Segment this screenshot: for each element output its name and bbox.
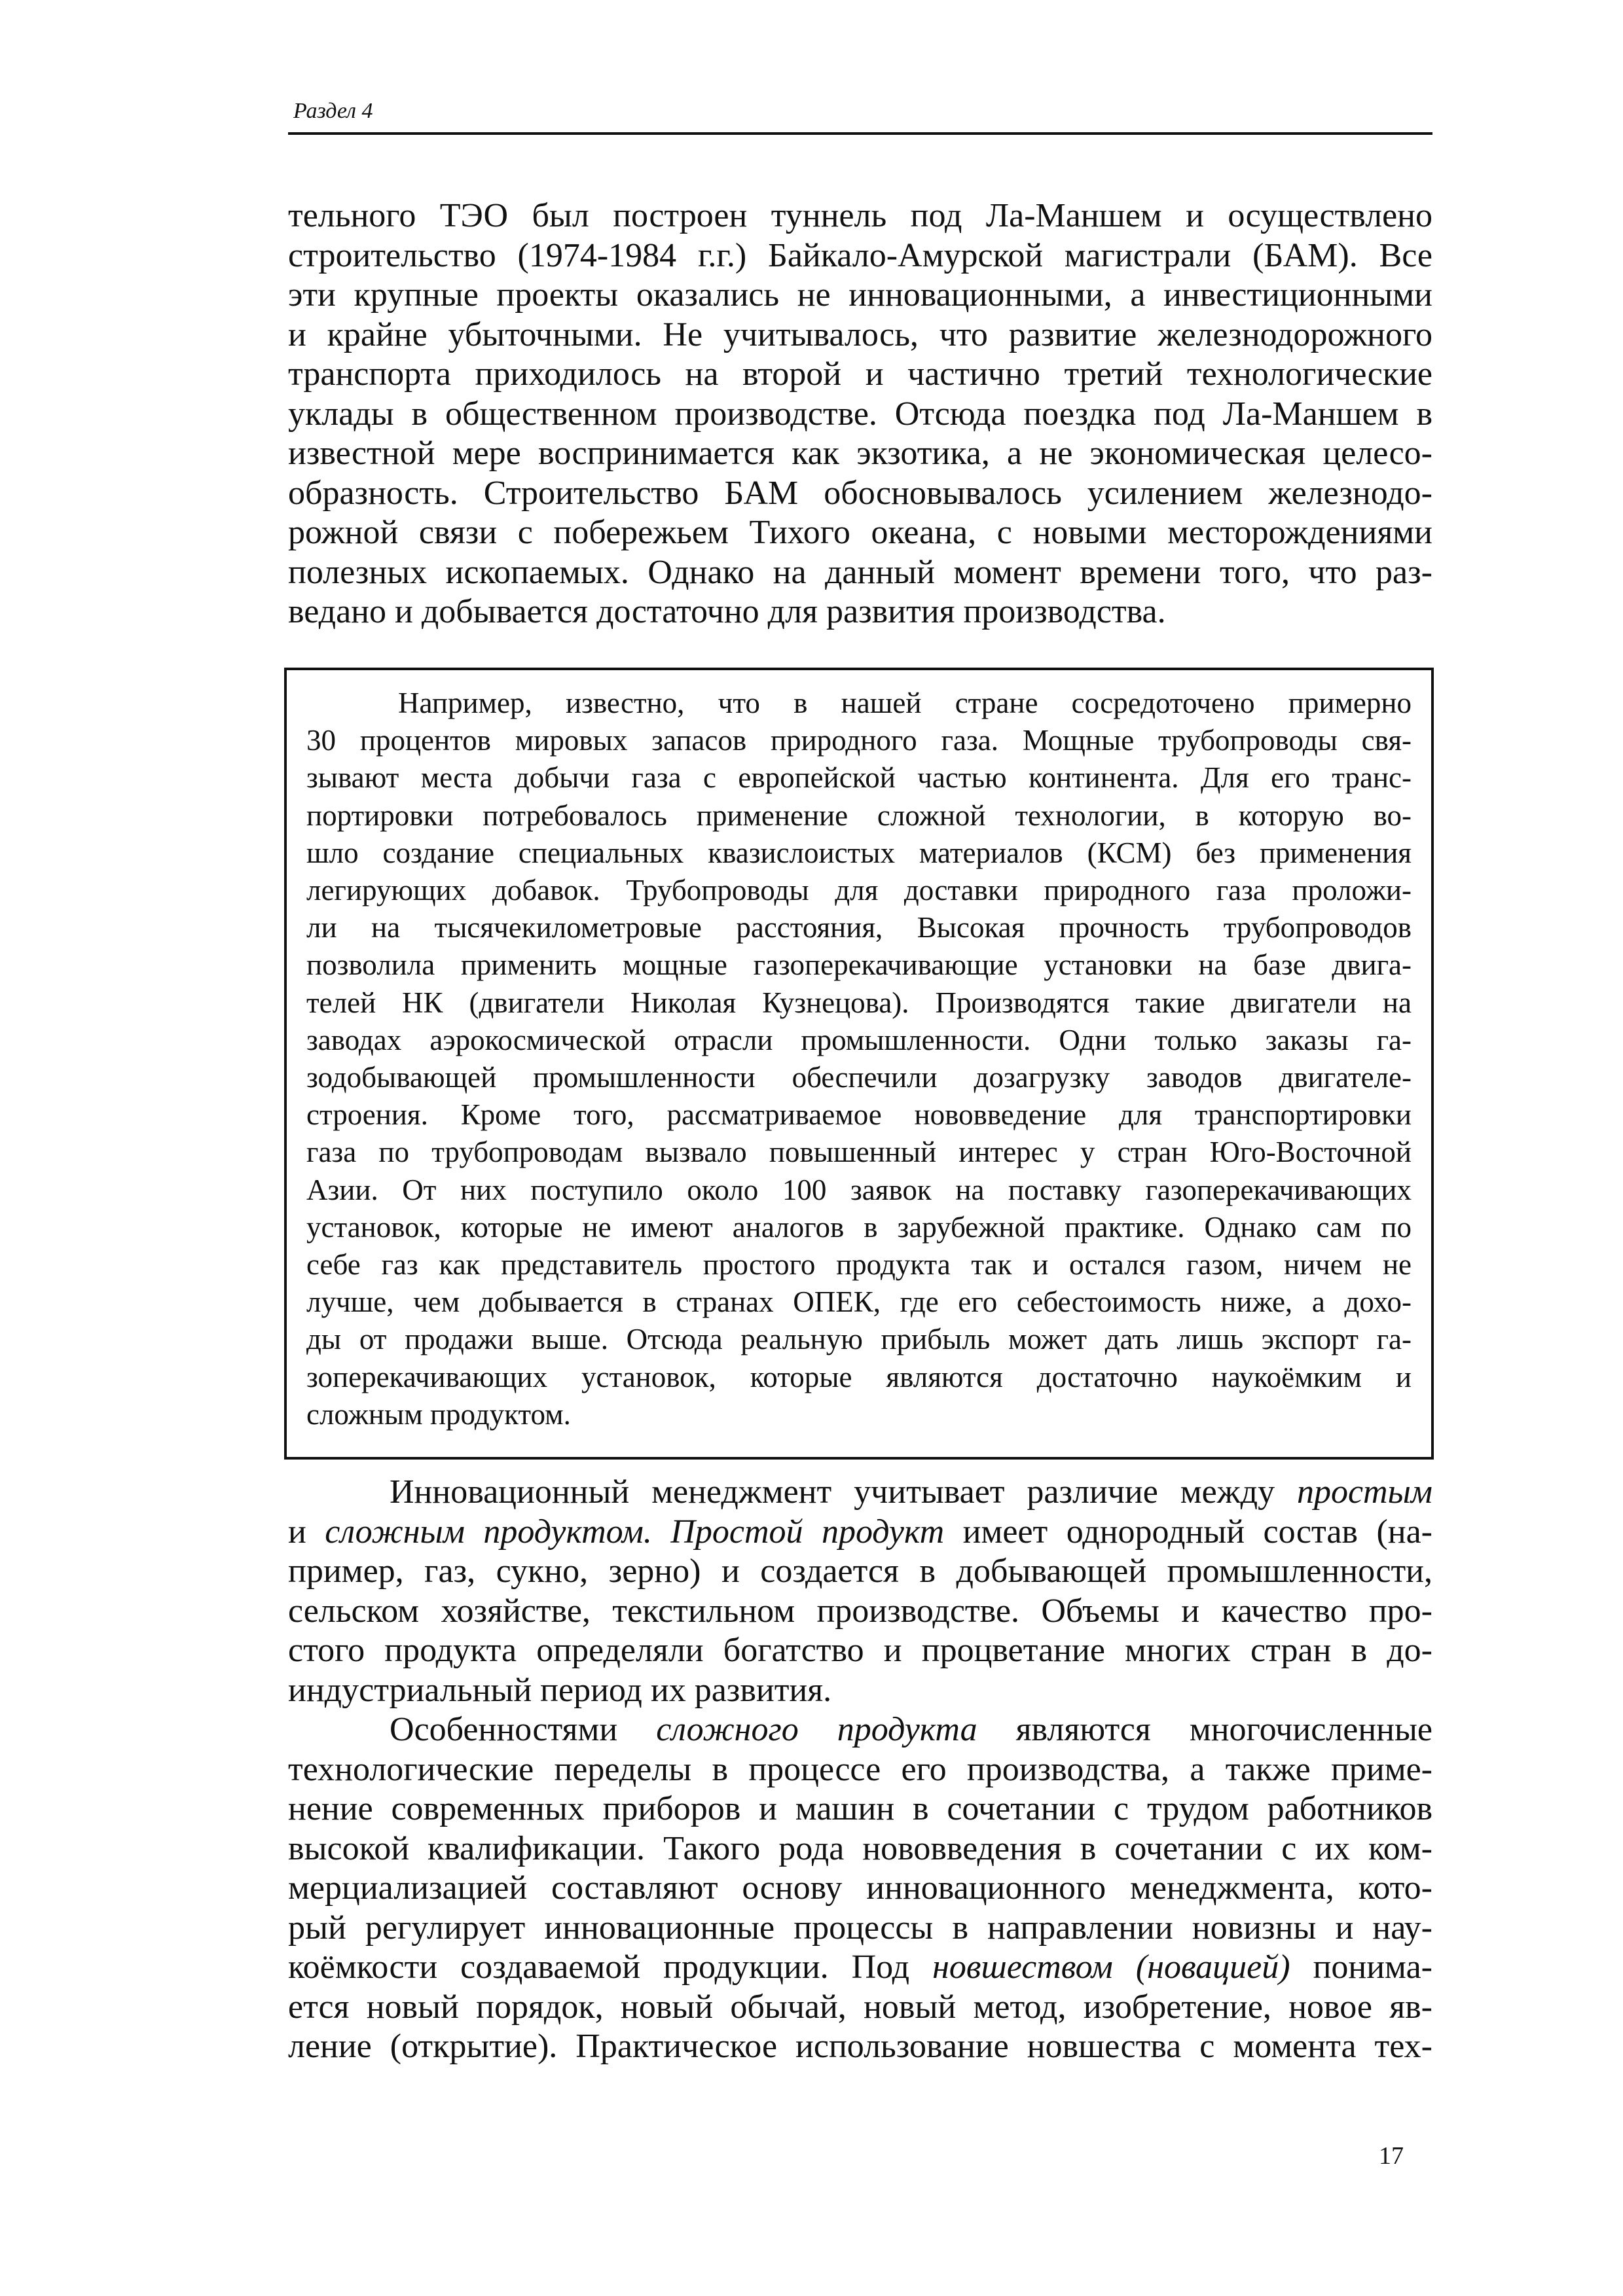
text-run: коёмкости создаваемой продукции. Под bbox=[288, 1948, 933, 1986]
text-line: ется новый порядок, новый обычай, новый метод, изобретение, новое яв- bbox=[288, 1988, 1432, 2026]
text-line: и крайне убыточными. Не учитывалось, что развитие железнодорожного bbox=[288, 315, 1432, 353]
text-line bbox=[288, 1948, 1432, 1988]
text-line: полезных ископаемых. Однако на данный момент времени того, что раз- bbox=[288, 553, 1432, 591]
text-line: уклады в общественном производстве. Отсюда поездка под Ла-Маншем в bbox=[288, 395, 1432, 433]
text-line bbox=[288, 1473, 1432, 1513]
text-line: Азии. От них поступило около 100 заявок на поставку газоперекачивающих bbox=[306, 1173, 1412, 1206]
section-label: Раздел 4 bbox=[293, 99, 373, 123]
text-line: стого продукта определяли богатство и процветание многих стран в до- bbox=[288, 1632, 1432, 1669]
text-line: легирующих добавок. Трубопроводы для доставки природного газа проложи- bbox=[306, 874, 1412, 907]
text-line: зоперекачивающих установок, которые являются достаточно наукоёмким и bbox=[306, 1360, 1412, 1393]
text-line: лучше, чем добывается в странах ОПЕК, где его себестоимость ниже, а дохо- bbox=[306, 1285, 1412, 1319]
running-header bbox=[288, 98, 1432, 135]
text-line: себе газ как представитель простого продукта так и остался газом, ничем не bbox=[306, 1248, 1412, 1282]
text-line: сельском хозяйстве, текстильном производстве. Объемы и качество про- bbox=[288, 1592, 1432, 1630]
text-line: позволила применить мощные газоперекачивающие установки на базе двига- bbox=[306, 948, 1412, 982]
text-line: зодобывающей промышленности обеспечили дозагрузку заводов двигателе- bbox=[306, 1061, 1412, 1094]
text-line: Например, известно, что в нашей стране сосредоточено примерно bbox=[398, 687, 1412, 719]
text-line: шло создание специальных квазислоистых материалов (КСМ) без применения bbox=[306, 836, 1412, 869]
term-innovation: новшеством (новацией) bbox=[932, 1948, 1290, 1986]
paragraph-2 bbox=[288, 1473, 1432, 1710]
text-line bbox=[288, 1513, 1432, 1552]
text-line: транспорта приходилось на второй и частично третий технологические bbox=[288, 355, 1432, 393]
text-run: Инновационный менеджмент учитывает различие между bbox=[390, 1473, 1297, 1511]
text-line: заводах аэрокосмической отрасли промышленности. Одни только заказы га- bbox=[306, 1023, 1412, 1056]
text-line: технологические переделы в процессе его производства, а также приме- bbox=[288, 1750, 1432, 1788]
text-line: пример, газ, сукно, зерно) и создается в добывающей промышленности, bbox=[288, 1552, 1432, 1590]
text-line: портировки потребовалось применение сложной технологии, в которую во- bbox=[306, 798, 1412, 832]
text-line: нение современных приборов и машин в сочетании с трудом работников bbox=[288, 1790, 1432, 1827]
text-line: мерциализацией составляют основу инновационного менеджмента, кото- bbox=[288, 1869, 1432, 1907]
text-line: строения. Кроме того, рассматриваемое нововведение для транспортировки bbox=[306, 1098, 1412, 1132]
text-line: рый регулирует инновационные процессы в направлении новизны и нау- bbox=[288, 1909, 1432, 1946]
text-line: индустриальный период их развития. bbox=[288, 1671, 832, 1709]
text-line: установок, которые не имеют аналогов в зарубежной практике. Однако сам по bbox=[306, 1210, 1412, 1244]
text-line: газа по трубопроводам вызвало повышенный интерес у стран Юго-Восточной bbox=[306, 1136, 1412, 1169]
text-line: высокой квалификации. Такого рода нововведения в сочетании с их ком- bbox=[288, 1829, 1432, 1867]
text-line: зывают места добычи газа с европейской частью континента. Для его транс- bbox=[306, 761, 1412, 795]
text-line: ды от продажи выше. Отсюда реальную прибыль может дать лишь экспорт га- bbox=[306, 1323, 1412, 1356]
text-line: строительство (1974-1984 г.г.) Байкало-Амурской магистрали (БАМ). Все bbox=[288, 236, 1432, 274]
example-box bbox=[284, 668, 1434, 1460]
text-line: эти крупные проекты оказались не инновационными, а инвестиционными bbox=[288, 276, 1432, 314]
text-run: имеет однородный состав (на- bbox=[944, 1513, 1432, 1551]
text-line: ли на тысячекилометровые расстояния, Высокая прочность трубопроводов bbox=[306, 911, 1412, 944]
term-complex-product: сложного продукта bbox=[656, 1711, 977, 1748]
text-line bbox=[288, 1710, 1432, 1750]
term-complex-simple-product: сложным продуктом. Простой продукт bbox=[325, 1513, 945, 1551]
text-line: тельного ТЭО был построен туннель под Ла-Маншем и осуществлено bbox=[288, 197, 1432, 234]
paragraph-3 bbox=[288, 1710, 1432, 2067]
text-line: ление (открытие). Практическое использование новшества с момента тех- bbox=[288, 2028, 1432, 2065]
text-line: образность. Строительство БАМ обосновывалось усилением железнодо- bbox=[288, 474, 1432, 512]
text-run: Особенностями bbox=[390, 1711, 657, 1748]
text-run: и bbox=[288, 1513, 325, 1551]
text-run: понима- bbox=[1290, 1948, 1432, 1986]
text-line: рожной связи с побережьем Тихого океана, с новыми месторождениями bbox=[288, 514, 1432, 551]
text-line: известной мере воспринимается как экзотика, а не экономическая целесо- bbox=[288, 435, 1432, 472]
text-line: 30 процентов мировых запасов природного газа. Мощные трубопроводы свя- bbox=[306, 724, 1412, 757]
text-line: телей НК (двигатели Николая Кузнецова). Производятся такие двигатели на bbox=[306, 986, 1412, 1019]
text-line: сложным продуктом. bbox=[306, 1397, 571, 1431]
term-simple: простым bbox=[1296, 1473, 1432, 1511]
paragraph-1 bbox=[288, 196, 1432, 632]
example-box-text bbox=[306, 685, 1412, 1433]
text-line: ведано и добывается достаточно для развития производства. bbox=[288, 593, 1166, 630]
text-run: являются многочисленные bbox=[977, 1711, 1432, 1748]
page-number: 17 bbox=[1379, 2142, 1404, 2170]
